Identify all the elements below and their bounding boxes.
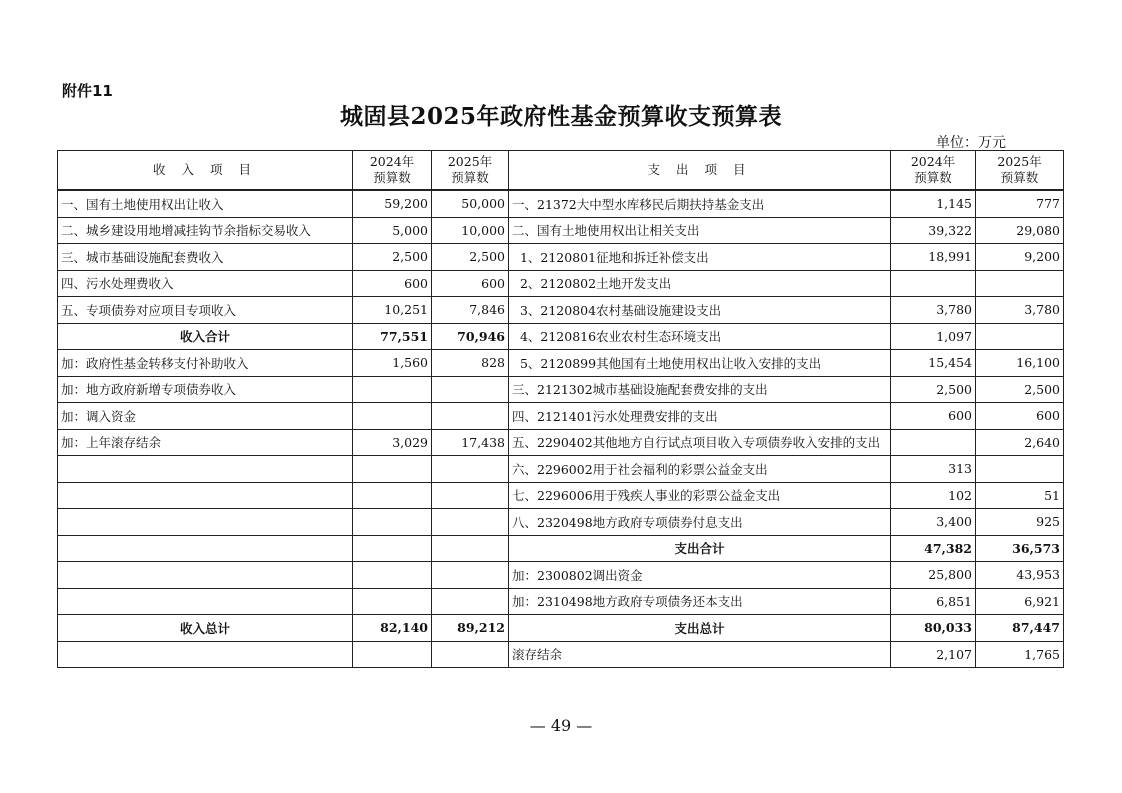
income-2025-cell: 50,000 — [432, 190, 509, 217]
expense-2025-cell — [976, 270, 1064, 297]
expense-2024-cell: 1,097 — [891, 323, 976, 350]
table-row — [58, 429, 1064, 456]
budget-table — [57, 150, 1064, 668]
expense-2025-cell: 925 — [976, 509, 1064, 536]
table-row — [58, 190, 1064, 217]
income-2024-cell — [353, 562, 432, 589]
expense-2025-cell: 43,953 — [976, 562, 1064, 589]
income-item-cell: 五、专项债券对应项目专项收入 — [58, 297, 353, 324]
expense-2024-cell: 313 — [891, 456, 976, 483]
income-2024-cell: 10,251 — [353, 297, 432, 324]
expense-2025-cell: 51 — [976, 482, 1064, 509]
table-row — [58, 641, 1064, 668]
table-row — [58, 456, 1064, 483]
income-item-cell: 收入总计 — [58, 615, 353, 642]
budget-table-body — [58, 190, 1064, 668]
header-income-item: 收 入 项 目 — [58, 151, 353, 191]
income-item-cell: 加：上年滚存结余 — [58, 429, 353, 456]
expense-item-cell: 5、2120899其他国有土地使用权出让收入安排的支出 — [509, 350, 891, 377]
expense-2025-cell: 777 — [976, 190, 1064, 217]
income-2024-cell: 77,551 — [353, 323, 432, 350]
table-row — [58, 376, 1064, 403]
income-2025-cell — [432, 376, 509, 403]
income-2024-cell: 3,029 — [353, 429, 432, 456]
expense-2025-cell: 600 — [976, 403, 1064, 430]
income-2025-cell: 2,500 — [432, 244, 509, 271]
income-2024-cell — [353, 535, 432, 562]
expense-item-cell: 六、2296002用于社会福利的彩票公益金支出 — [509, 456, 891, 483]
header-expense-2025: 2025年 预算数 — [976, 151, 1064, 191]
income-2025-cell: 10,000 — [432, 217, 509, 244]
expense-2025-cell: 9,200 — [976, 244, 1064, 271]
expense-2025-cell: 1,765 — [976, 641, 1064, 668]
expense-2025-cell — [976, 323, 1064, 350]
income-item-cell: 四、污水处理费收入 — [58, 270, 353, 297]
expense-item-cell: 一、21372大中型水库移民后期扶持基金支出 — [509, 190, 891, 217]
expense-2025-cell: 6,921 — [976, 588, 1064, 615]
expense-2024-cell: 3,780 — [891, 297, 976, 324]
income-item-cell: 加：调入资金 — [58, 403, 353, 430]
income-item-cell — [58, 588, 353, 615]
income-2025-cell — [432, 588, 509, 615]
expense-item-cell: 加：2300802调出资金 — [509, 562, 891, 589]
header-income-2025: 2025年 预算数 — [432, 151, 509, 191]
income-2025-cell — [432, 509, 509, 536]
table-row — [58, 509, 1064, 536]
expense-item-cell: 2、2120802土地开发支出 — [509, 270, 891, 297]
attachment-label: 附件11 — [62, 82, 113, 100]
income-item-cell — [58, 509, 353, 536]
expense-2025-cell: 16,100 — [976, 350, 1064, 377]
expense-item-cell: 七、2296006用于残疾人事业的彩票公益金支出 — [509, 482, 891, 509]
income-2025-cell: 89,212 — [432, 615, 509, 642]
income-2024-cell: 2,500 — [353, 244, 432, 271]
expense-2024-cell: 15,454 — [891, 350, 976, 377]
income-item-cell: 加：政府性基金转移支付补助收入 — [58, 350, 353, 377]
expense-2025-cell — [976, 456, 1064, 483]
header-expense-2024: 2024年 预算数 — [891, 151, 976, 191]
table-row — [58, 588, 1064, 615]
income-item-cell: 收入合计 — [58, 323, 353, 350]
income-item-cell — [58, 641, 353, 668]
expense-item-cell: 八、2320498地方政府专项债券付息支出 — [509, 509, 891, 536]
expense-2024-cell: 600 — [891, 403, 976, 430]
income-2025-cell: 70,946 — [432, 323, 509, 350]
expense-2025-cell: 3,780 — [976, 297, 1064, 324]
income-2024-cell — [353, 641, 432, 668]
income-2024-cell — [353, 588, 432, 615]
table-row — [58, 244, 1064, 271]
expense-item-cell: 四、2121401污水处理费安排的支出 — [509, 403, 891, 430]
expense-2024-cell: 80,033 — [891, 615, 976, 642]
income-item-cell: 三、城市基础设施配套费收入 — [58, 244, 353, 271]
income-2024-cell — [353, 509, 432, 536]
income-2025-cell — [432, 456, 509, 483]
expense-2024-cell: 1,145 — [891, 190, 976, 217]
expense-item-cell: 二、国有土地使用权出让相关支出 — [509, 217, 891, 244]
table-header-row — [58, 151, 1064, 191]
income-2025-cell: 828 — [432, 350, 509, 377]
income-2025-cell: 7,846 — [432, 297, 509, 324]
table-row — [58, 535, 1064, 562]
income-item-cell — [58, 535, 353, 562]
expense-2024-cell: 25,800 — [891, 562, 976, 589]
page-number: — 49 — — [529, 716, 593, 735]
income-2025-cell — [432, 535, 509, 562]
income-item-cell: 二、城乡建设用地增减挂钩节余指标交易收入 — [58, 217, 353, 244]
expense-item-cell: 4、2120816农业农村生态环境支出 — [509, 323, 891, 350]
table-row — [58, 562, 1064, 589]
income-item-cell — [58, 482, 353, 509]
expense-2025-cell: 29,080 — [976, 217, 1064, 244]
income-2024-cell: 59,200 — [353, 190, 432, 217]
income-2024-cell: 600 — [353, 270, 432, 297]
income-2024-cell — [353, 403, 432, 430]
expense-item-cell: 三、2121302城市基础设施配套费安排的支出 — [509, 376, 891, 403]
expense-2025-cell: 2,500 — [976, 376, 1064, 403]
expense-2024-cell: 102 — [891, 482, 976, 509]
page-title: 城固县2025年政府性基金预算收支预算表 — [339, 103, 782, 130]
expense-2024-cell: 6,851 — [891, 588, 976, 615]
income-item-cell: 一、国有土地使用权出让收入 — [58, 190, 353, 217]
expense-2024-cell: 2,500 — [891, 376, 976, 403]
table-row — [58, 615, 1064, 642]
income-2024-cell — [353, 456, 432, 483]
income-item-cell — [58, 456, 353, 483]
expense-2024-cell: 2,107 — [891, 641, 976, 668]
expense-item-cell: 支出总计 — [509, 615, 891, 642]
income-2024-cell: 82,140 — [353, 615, 432, 642]
unit-label: 单位：万元 — [936, 135, 1006, 151]
income-2024-cell — [353, 376, 432, 403]
income-2025-cell: 17,438 — [432, 429, 509, 456]
expense-2025-cell: 2,640 — [976, 429, 1064, 456]
expense-item-cell: 加：2310498地方政府专项债务还本支出 — [509, 588, 891, 615]
expense-item-cell: 滚存结余 — [509, 641, 891, 668]
expense-2025-cell: 36,573 — [976, 535, 1064, 562]
header-expense-item: 支 出 项 目 — [509, 151, 891, 191]
header-income-2024: 2024年 预算数 — [353, 151, 432, 191]
expense-2024-cell: 47,382 — [891, 535, 976, 562]
income-2025-cell — [432, 403, 509, 430]
income-2025-cell — [432, 641, 509, 668]
table-row — [58, 270, 1064, 297]
income-2025-cell — [432, 482, 509, 509]
income-2024-cell: 1,560 — [353, 350, 432, 377]
expense-item-cell: 支出合计 — [509, 535, 891, 562]
income-2025-cell — [432, 562, 509, 589]
income-item-cell — [58, 562, 353, 589]
expense-item-cell: 1、2120801征地和拆迁补偿支出 — [509, 244, 891, 271]
income-2024-cell: 5,000 — [353, 217, 432, 244]
table-row — [58, 403, 1064, 430]
expense-2024-cell: 18,991 — [891, 244, 976, 271]
expense-2024-cell — [891, 270, 976, 297]
income-2024-cell — [353, 482, 432, 509]
expense-item-cell: 3、2120804农村基础设施建设支出 — [509, 297, 891, 324]
table-row — [58, 350, 1064, 377]
table-row — [58, 482, 1064, 509]
income-item-cell: 加：地方政府新增专项债券收入 — [58, 376, 353, 403]
table-row — [58, 217, 1064, 244]
expense-2024-cell: 39,322 — [891, 217, 976, 244]
table-row — [58, 323, 1064, 350]
expense-2024-cell — [891, 429, 976, 456]
income-2025-cell: 600 — [432, 270, 509, 297]
expense-2025-cell: 87,447 — [976, 615, 1064, 642]
expense-2024-cell: 3,400 — [891, 509, 976, 536]
table-row — [58, 297, 1064, 324]
expense-item-cell: 五、2290402其他地方自行试点项目收入专项债券收入安排的支出 — [509, 429, 891, 456]
